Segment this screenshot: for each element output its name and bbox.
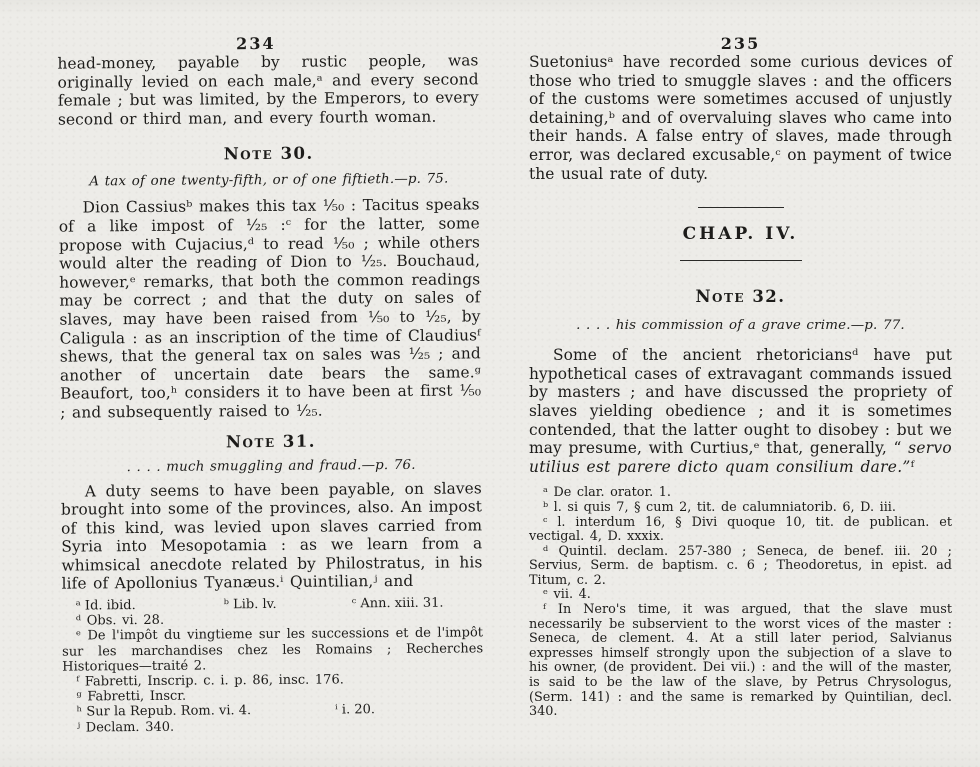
note30-heading: Note 30. [223, 144, 314, 164]
footnote-c: ᶜ l. interdum 16, § Divi quoque 10, tit. de publican. et vectigal. 4, D. xxxix. [529, 514, 952, 545]
note32-body-paragraph [529, 346, 952, 476]
right-footnotes-block [529, 486, 952, 720]
note31-body-paragraph: A duty seems to have been payable, on slaves brought into some of the provinces, also. An impost of this kind, was levied upon slaves carried from Syria into Mesopotamia : as we learn from a whimsical anecdote related by Philostratus, in his life of Apollonius Tyanæus.ⁱ Quintilian,ʲ and [60, 478, 483, 594]
note32-heading: Note 32. [695, 287, 786, 307]
scanned-page-left [57, 0, 484, 736]
footnote-f: ᶠ Fabretti, Inscrip. c. i. p. 86, insc. 176. [76, 672, 344, 690]
footnote-c: ᶜ Ann. xiii. 31. [351, 595, 444, 612]
scanned-page-right [529, 0, 952, 720]
note32-footnote-marker: ᶠ [910, 457, 915, 476]
chapter-rule-bottom [680, 260, 802, 261]
left-continuation-paragraph: head-money, payable by rustic people, was originally levied on each male,ᵃ and every second female ; but was limited, by the Emperors, to every second or third man, and every fourth woman. [57, 51, 479, 129]
footnote-d: ᵈ Quintil. declam. 257-380 ; Seneca, de benef. iii. 20 ; Servius, Serm. de baptism. c. 6 ; Theodoretus, in epist. ad Titum, c. 2. [529, 543, 952, 588]
footnote-j: ʲ Declam. 340. [76, 719, 175, 736]
footnote-e: ᵉ vii. 4. [543, 587, 591, 603]
chapter-rule-top [698, 207, 784, 208]
left-footnotes-block [62, 595, 484, 735]
footnote-a: ᵃ De clar. orator. 1. [543, 485, 671, 501]
note31-caption: . . . . much smuggling and fraud.—p. 76. [126, 457, 416, 475]
footnote-a: ᵃ Id. ibid. [75, 598, 136, 614]
footnote-i: ⁱ i. 20. [335, 702, 376, 718]
note30-caption: A tax of one twenty-fifth, or of one fiftieth.—p. 75. [89, 171, 449, 190]
note31-heading: Note 31. [225, 431, 317, 451]
page-number-left: 234 [236, 33, 276, 54]
footnote-f: ᶠ In Nero's time, it was argued, that the slave must necessarily be subservient to the worst vices of the master : Seneca, de clement. 4. At a still later period, Salvianus expresses himself strongly upon the subjection of a slave to his owner, (de provident. Dei vii.) : and the will of the master, is said to be the law of the slave, by Petrus Chrysologus, (Serm. 141) : and the same is remarked by Quintilian, decl. 340. [529, 602, 952, 720]
footnote-g: ᵍ Fabretti, Inscr. [76, 688, 187, 705]
note32-body-text: Some of the ancient rhetoriciansᵈ have put hypothetical cases of extravagant commands issued by masters ; and have discussed the propriety of slaves yielding obedience ; and it is sometimes contended, that the latter ought to disobey : but we may presume, with Curtius,ᵉ that, generally, “ [529, 346, 952, 458]
right-top-paragraph: Suetoniusᵃ have recorded some curious devices of those who tried to smuggle slaves : and the officers of the customs were sometimes accused of unjustly detaining,ᵇ and of overvaluing slaves who came into their hands. A false entry of slaves, made through error, was declared excusable,ᶜ on payment of twice the usual rate of duty. [529, 53, 952, 183]
note32-latin-quote: servo utilius est parere dicto quam consilium dare.” [529, 439, 952, 476]
note32-caption: . . . . his commission of a grave crime.—p. 77. [576, 318, 905, 334]
page-number-right: 235 [720, 34, 761, 53]
footnote-b: ᵇ l. si quis 7, § cum 2, tit. de calumniatorib. 6, D. iii. [543, 499, 896, 515]
chapter-heading: CHAP. IV. [682, 224, 799, 245]
footnote-h: ʰ Sur la Repub. Rom. vi. 4. [76, 703, 252, 721]
footnote-d: ᵈ Obs. vi. 28. [75, 613, 165, 629]
footnote-b: ᵇ Lib. lv. [223, 597, 277, 613]
note30-body-paragraph: Dion Cassiusᵇ makes this tax ¹⁄₅₀ : Tacitus speaks of a like impost of ¹⁄₂₅ :ᶜ for the latter, some propose with Cujacius,ᵈ to read ¹⁄₅₀ ; while others would alter the reading of Dion to ¹⁄₂₅. Bouchaud, however,ᵉ remarks, that both the common readings may be correct ; and that the duty on sales of slaves, may have been raised from ¹⁄₅₀ to ¹⁄₂₅, by Caligula : as an inscription of the time of Claudiusᶠ shews, that the general tax on sales was ¹⁄₂₅ ; and another of uncertain date bears the same.ᵍ Beaufort, too,ʰ considers it to have been at first ¹⁄₅₀ ; and subsequently raised to ¹⁄₂₅. [58, 195, 482, 422]
footnote-e: ᵉ De l'impôt du vingtieme sur les successions et de l'impôt sur les marchandises chez les Romains ; Recherches Historiques—traité 2. [62, 625, 484, 675]
